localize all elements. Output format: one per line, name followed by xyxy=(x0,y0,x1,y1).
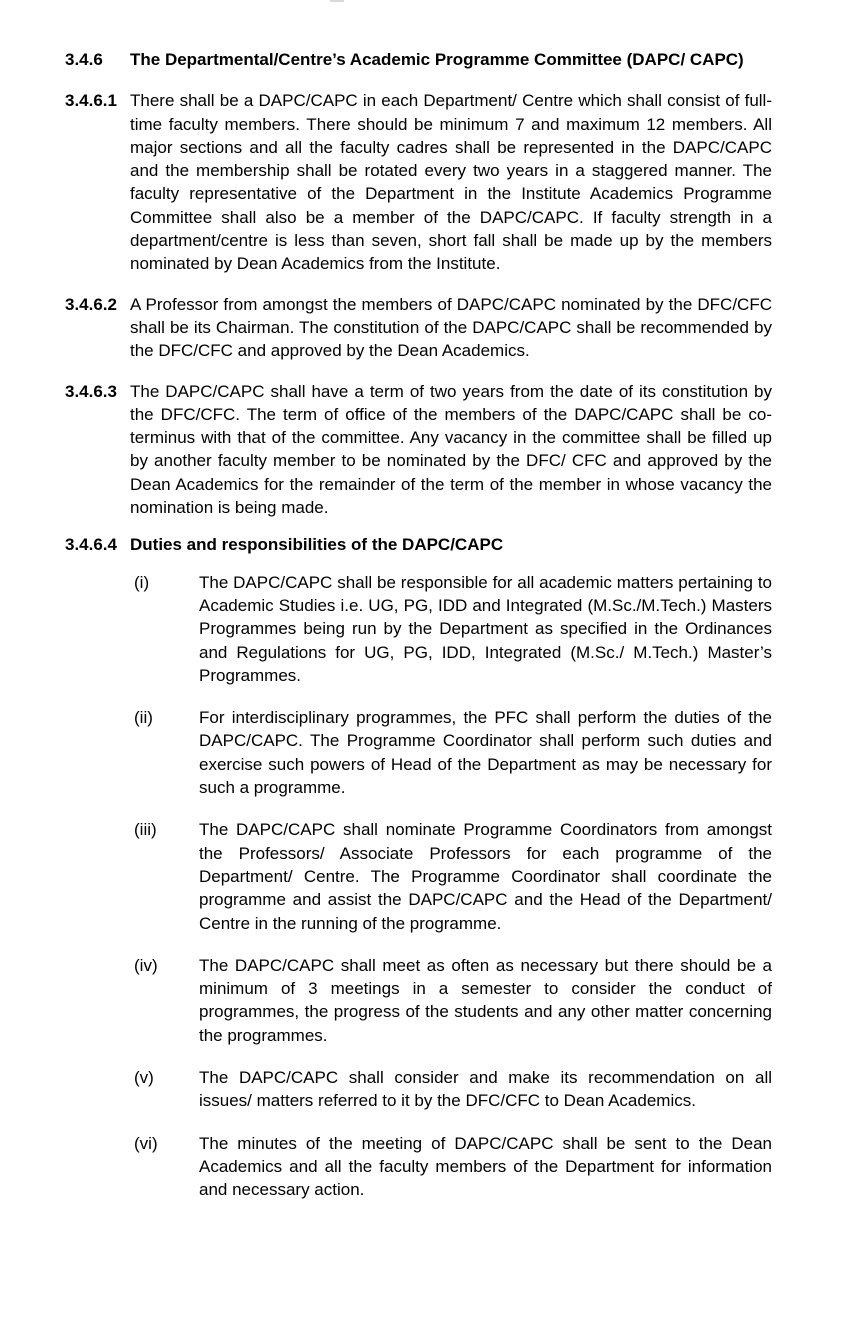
clause-3-4-6-2 xyxy=(65,293,772,363)
duty-marker: (vi) xyxy=(134,1133,158,1153)
clause-text: The DAPC/CAPC shall have a term of two years from the date of its constitution by the DFC/CFC. The term of office of the members of the DAPC/CAPC shall be co-terminus with that of the committee. Any vacancy in the committee shall be filled up by another faculty member to be nominated by the DFC/ CFC and approved by the Dean Academics for the remainder of the term of the member in whose vacancy the nomination is being made. xyxy=(130,381,772,518)
duty-item-ii xyxy=(65,706,772,799)
duty-item-v xyxy=(65,1066,772,1113)
duty-item-iii xyxy=(65,818,772,934)
document-content xyxy=(65,48,772,1220)
duty-text: The DAPC/CAPC shall meet as often as necessary but there should be a minimum of 3 meetings in a semester to consider the conduct of programmes, the progress of the students and any other matter concerning the programmes. xyxy=(199,955,772,1045)
duty-text: The minutes of the meeting of DAPC/CAPC shall be sent to the Dean Academics and all the faculty members of the Department for information and necessary action. xyxy=(199,1133,772,1200)
section-title: The Departmental/Centre’s Academic Programme Committee (DAPC/ CAPC) xyxy=(130,50,744,69)
clause-number: 3.4.6.3 xyxy=(65,381,117,401)
duty-text: The DAPC/CAPC shall nominate Programme Coordinators from amongst the Professors/ Associate Professors for each programme of the Department/ Centre. The Programme Coordinator shall coordinate the programme and assist the DAPC/CAPC and the Head of the Department/ Centre in the running of the programme. xyxy=(199,820,772,933)
duty-marker: (iii) xyxy=(134,820,157,840)
duty-item-vi xyxy=(65,1132,772,1202)
clause-3-4-6-3 xyxy=(65,380,772,520)
clause-text: A Professor from amongst the members of DAPC/CAPC nominated by the DFC/CFC shall be its Chairman. The constitution of the DAPC/CAPC shall be recommended by the DFC/CFC and approved by the Dean Academics. xyxy=(130,294,772,361)
clause-text: There shall be a DAPC/CAPC in each Department/ Centre which shall consist of full-time faculty members. There should be minimum 7 and maximum 12 members. All major sections and all the faculty cadres shall be represented in the DAPC/CAPC and the membership shall be rotated every two years in a staggered manner. The faculty representative of the Department in the Institute Academics Programme Committee shall also be a member of the DAPC/CAPC. If faculty strength in a department/centre is less than seven, short fall shall be made up by the members nominated by Dean Academics from the Institute. xyxy=(130,91,772,274)
duty-marker: (i) xyxy=(134,572,150,592)
duty-item-i xyxy=(65,571,772,687)
duties-list xyxy=(65,571,772,1202)
clause-3-4-6-1 xyxy=(65,89,772,275)
page-edge-artifact xyxy=(330,0,344,2)
duty-text: The DAPC/CAPC shall consider and make its recommendation on all issues/ matters referred to it by the DFC/CFC to Dean Academics. xyxy=(199,1067,772,1111)
duty-marker: (v) xyxy=(134,1067,154,1087)
duty-item-iv xyxy=(65,954,772,1047)
section-number: 3.4.6 xyxy=(65,50,103,69)
subsection-heading xyxy=(65,533,772,556)
clause-number: 3.4.6.2 xyxy=(65,294,117,314)
subsection-title: Duties and responsibilities of the DAPC/CAPC xyxy=(130,535,504,555)
duty-text: The DAPC/CAPC shall be responsible for all academic matters pertaining to Academic Studies i.e. UG, PG, IDD and Integrated (M.Sc./M.Tech.) Masters Programmes being run by the Department as specified in the Ordinances and Regulations for UG, PG, IDD, Integrated (M.Sc./ M.Tech.) Master’s Programmes. xyxy=(199,572,772,685)
duty-marker: (iv) xyxy=(134,955,158,975)
subsection-number: 3.4.6.4 xyxy=(65,535,117,555)
clause-number: 3.4.6.1 xyxy=(65,91,117,111)
duty-marker: (ii) xyxy=(134,708,153,728)
duty-text: For interdisciplinary programmes, the PFC shall perform the duties of the DAPC/CAPC. The Programme Coordinator shall perform such duties and exercise such powers of Head of the Department as may be necessary for such a programme. xyxy=(199,708,772,798)
section-heading xyxy=(65,48,772,71)
